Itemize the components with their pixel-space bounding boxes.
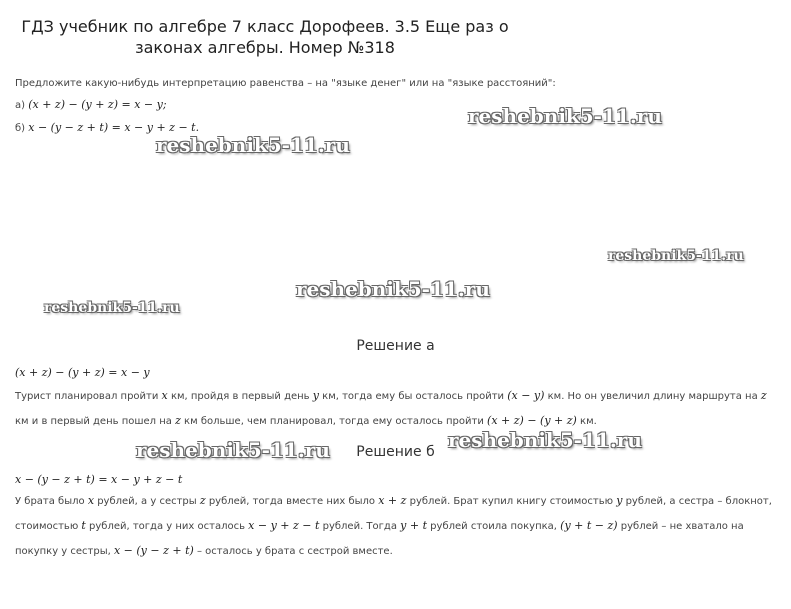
- solution-b-math: t: [81, 519, 86, 532]
- watermark: reshebnik5-11.ru: [448, 428, 642, 452]
- solution-b-math: x + z: [378, 494, 407, 507]
- page-title: [0, 16, 530, 58]
- solution-b-heading: Решение б: [356, 444, 435, 460]
- solution-a-text-part: км, пройдя в первый день: [167, 391, 313, 402]
- watermark: reshebnik5-11.ru: [296, 277, 490, 301]
- watermark: reshebnik5-11.ru: [608, 248, 744, 264]
- solution-a-expr-xy: (x − y): [507, 389, 545, 402]
- solution-b-text-part: рублей стоила покупка,: [427, 521, 561, 532]
- solution-b-text-part: рублей – не хватало на покупку у сестры,: [15, 521, 744, 557]
- solution-a-text-part: км, тогда ему бы осталось пройти: [318, 391, 508, 402]
- watermark: reshebnik5-11.ru: [136, 438, 330, 462]
- page-title-line-2: законах алгебры. Номер №318: [135, 38, 395, 57]
- solution-a-var-z: z: [760, 389, 767, 402]
- solution-b-math: x − (y − z + t): [113, 544, 194, 557]
- solution-b-math: x − y + z − t: [248, 519, 320, 532]
- task-prompt: Предложите какую-нибудь интерпретацию равенства – на "языке денег" или на "языке расстояний":: [15, 78, 556, 89]
- solution-b-text-part: У брата было: [15, 496, 88, 507]
- task-item-a-label: а): [15, 100, 26, 111]
- solution-a-text-part: км. Но он увеличил длину маршрута на: [544, 391, 761, 402]
- solution-b-text-part: рублей, тогда у них осталось: [85, 521, 249, 532]
- watermark: reshebnik5-11.ru: [44, 300, 180, 316]
- solution-a-text-part: Турист планировал пройти: [15, 391, 162, 402]
- solution-a-text: [15, 384, 775, 434]
- solution-b-math: (y + t − z): [560, 519, 618, 532]
- solution-b-text-part: рублей. Тогда: [319, 521, 401, 532]
- solution-a-var-z2: z: [175, 414, 181, 427]
- solution-b-text-part: – осталось у брата с сестрой вместе.: [193, 546, 393, 557]
- watermark: reshebnik5-11.ru: [468, 104, 662, 128]
- solution-b-text: [15, 489, 775, 564]
- solution-a-text-part: км и в первый день пошел на: [15, 416, 176, 427]
- solution-a-expr: (x + z) − (y + z): [487, 414, 577, 427]
- task-item-b-label: б): [15, 123, 26, 134]
- solution-b-math: x: [87, 494, 95, 507]
- solution-b-math: y + t: [400, 519, 427, 532]
- solution-b-text-part: рублей, тогда вместе них было: [205, 496, 379, 507]
- solution-a-heading: Решение а: [356, 338, 435, 354]
- solution-b-math: y: [616, 494, 623, 507]
- solution-a-text-part: км больше, чем планировал, тогда ему осталось пройти: [180, 416, 488, 427]
- solution-a-formula: [15, 366, 150, 379]
- task-item-a-formula: (x + z) − (y + z) = x − y;: [28, 98, 167, 111]
- solution-b-text-part: рублей, а у сестры: [94, 496, 200, 507]
- solution-a-var-y: y: [312, 389, 319, 402]
- solution-b-formula-text: x − (y − z + t) = x − y + z − t: [15, 473, 183, 486]
- page-title-line-1: ГДЗ учебник по алгебре 7 класс Дорофеев. 3.5 Еще раз о: [21, 17, 509, 36]
- task-item-a: [15, 98, 167, 111]
- solution-b-formula: [15, 473, 182, 486]
- task-item-b-formula: x − (y − z + t) = x − y + z − t.: [28, 121, 200, 134]
- solution-b-text-part: рублей, а сестра – блокнот, стоимостью: [15, 496, 772, 532]
- solution-b-text-part: рублей. Брат купил книгу стоимостью: [406, 496, 617, 507]
- solution-a-var-x: x: [161, 389, 168, 402]
- solution-b-math: z: [199, 494, 206, 507]
- solution-a-formula-text: (x + z) − (y + z) = x − y: [15, 366, 150, 379]
- watermark: reshebnik5-11.ru: [156, 133, 350, 157]
- solution-a-text-part: км.: [576, 416, 597, 427]
